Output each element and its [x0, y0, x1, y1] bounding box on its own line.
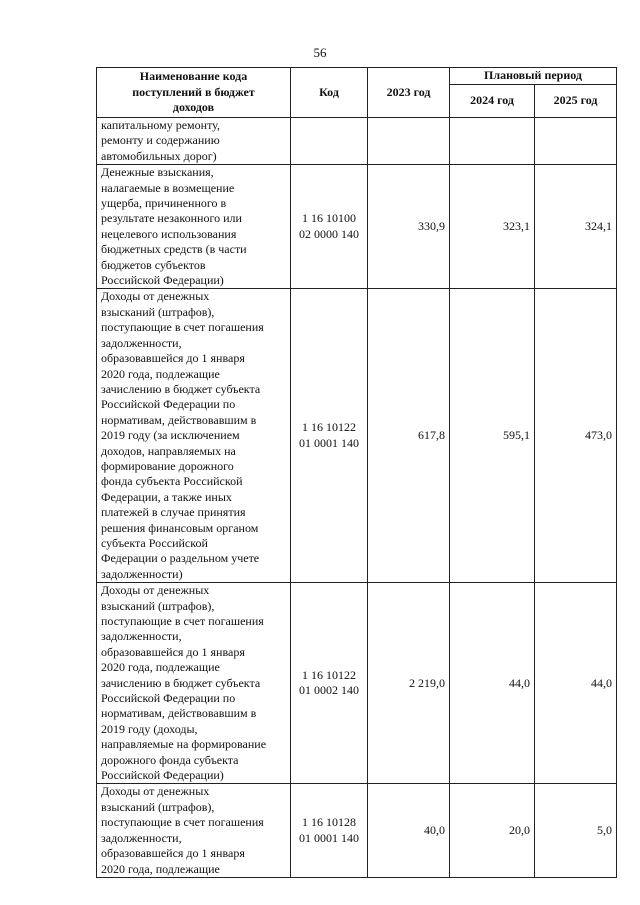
row-value-2023: 617,8	[368, 289, 450, 583]
row-name-cell	[97, 583, 291, 784]
row-name-line: бюджетов субъектов	[101, 257, 206, 272]
row-code-line: 1 16 10128	[302, 815, 356, 830]
row-code-cell	[291, 289, 368, 583]
row-name-line: налагаемые в возмещение	[101, 180, 235, 195]
row-name-line: решения финансовым органом	[101, 520, 259, 535]
row-name-line: задолженности,	[101, 629, 182, 644]
row-name-line: Денежные взыскания,	[101, 165, 214, 180]
page-number: 56	[313, 45, 327, 60]
row-name-line: дорожного фонда субъекта	[101, 752, 239, 767]
row-name-line: доходов, направляемых на	[101, 443, 236, 458]
header-year-2025: 2025 год	[535, 85, 617, 118]
row-name-line: автомобильных дорог)	[101, 148, 217, 163]
row-name-line: 2019 году (доходы,	[101, 721, 198, 736]
row-name-line: Российской Федерации)	[101, 768, 224, 783]
row-name-line: поступающие в счет погашения	[101, 614, 264, 628]
table-row	[97, 165, 617, 289]
row-name-line: образовавшейся до 1 января	[101, 644, 245, 659]
row-name-line: образовавшейся до 1 января	[101, 351, 245, 366]
row-name-line: задолженности)	[101, 566, 183, 581]
row-value-2025: 473,0	[535, 289, 617, 583]
row-code-line: 01 0001 140	[299, 830, 359, 845]
row-name-line: взысканий (штрафов),	[101, 799, 215, 814]
row-code-cell	[291, 118, 368, 165]
row-name-line: капитальному ремонту,	[101, 118, 220, 132]
row-value-2025	[535, 118, 617, 165]
header-name-line: поступлений в бюджет	[132, 84, 255, 99]
table-row	[97, 583, 617, 784]
row-code-line: 01 0001 140	[299, 435, 359, 450]
row-name-line: задолженности,	[101, 335, 182, 350]
row-name-line: 2020 года, подлежащие	[101, 660, 220, 675]
row-name-line: фонда субъекта Российской	[101, 474, 243, 489]
row-name-line: поступающие в счет погашения	[101, 815, 264, 830]
header-name-line: Наименование кода	[139, 69, 248, 84]
row-value-2023	[368, 118, 450, 165]
row-name-line: результате незаконного или	[101, 211, 242, 226]
row-value-2023: 40,0	[368, 784, 450, 877]
row-name-line: Федерации, а также иных	[101, 489, 232, 504]
row-name-line: взысканий (штрафов),	[101, 598, 215, 613]
row-name-cell	[97, 118, 291, 165]
row-name-line: Доходы от денежных	[101, 583, 210, 598]
row-code-line: 1 16 10122	[302, 420, 356, 435]
row-value-2024: 323,1	[450, 165, 535, 289]
row-code-line: 1 16 10122	[302, 667, 356, 682]
row-name-line: ремонту и содержанию	[101, 133, 220, 148]
row-name-line: нормативам, действовавшим в	[101, 706, 257, 721]
table-row	[97, 118, 617, 165]
row-name-line: Федерации о раздельном учете	[101, 551, 260, 566]
row-value-2025: 44,0	[535, 583, 617, 784]
header-planned-period: Плановый период	[450, 68, 617, 85]
row-value-2024: 44,0	[450, 583, 535, 784]
row-name-line: задолженности,	[101, 830, 182, 845]
row-code-line: 02 0000 140	[299, 226, 359, 241]
header-year-2023: 2023 год	[368, 68, 450, 118]
row-code-cell	[291, 165, 368, 289]
row-value-2024: 20,0	[450, 784, 535, 877]
row-code-line: 01 0002 140	[299, 683, 359, 698]
row-name-line: формирование дорожного	[101, 458, 234, 473]
row-name-line: поступающие в счет погашения	[101, 320, 264, 335]
row-value-2024	[450, 118, 535, 165]
row-name-line: Российской Федерации по	[101, 397, 236, 412]
table-row	[97, 289, 617, 583]
row-name-cell	[97, 165, 291, 289]
row-name-cell	[97, 784, 291, 877]
row-name-cell	[97, 289, 291, 583]
row-name-line: зачислению в бюджет субъекта	[101, 381, 261, 396]
row-name-line: Российской Федерации по	[101, 691, 236, 706]
row-name-line: 2020 года, подлежащие	[101, 861, 220, 876]
row-value-2025: 5,0	[535, 784, 617, 877]
header-code: Код	[291, 68, 368, 118]
row-name-line: направляемые на формирование	[101, 737, 267, 752]
row-name-line: Российской Федерации)	[101, 273, 224, 288]
row-name-line: Доходы от денежных	[101, 784, 210, 799]
row-name-line: нормативам, действовавшим в	[101, 412, 257, 427]
row-value-2025: 324,1	[535, 165, 617, 289]
row-name-line: зачислению в бюджет субъекта	[101, 675, 261, 690]
row-value-2024: 595,1	[450, 289, 535, 583]
row-name-line: 2019 году (за исключением	[101, 428, 240, 443]
row-code-line: 1 16 10100	[302, 211, 356, 226]
header-year-2024: 2024 год	[450, 85, 535, 118]
row-name-line: образовавшейся до 1 января	[101, 846, 245, 861]
row-name-line: нецелевого использования	[101, 226, 237, 241]
budget-revenue-table	[96, 67, 617, 878]
row-name-line: субъекта Российской	[101, 535, 208, 550]
row-name-line: 2020 года, подлежащие	[101, 366, 220, 381]
row-name-line: взысканий (штрафов),	[101, 304, 215, 319]
table-row	[97, 784, 617, 877]
row-value-2023: 330,9	[368, 165, 450, 289]
row-name-line: ущерба, причиненного в	[101, 196, 227, 211]
row-name-line: бюджетных средств (в части	[101, 242, 247, 257]
row-code-cell	[291, 583, 368, 784]
header-name-line: доходов	[172, 100, 215, 115]
row-name-line: Доходы от денежных	[101, 289, 210, 304]
row-value-2023: 2 219,0	[368, 583, 450, 784]
header-name	[97, 68, 291, 118]
row-name-line: платежей в случае принятия	[101, 505, 246, 520]
row-code-cell	[291, 784, 368, 877]
